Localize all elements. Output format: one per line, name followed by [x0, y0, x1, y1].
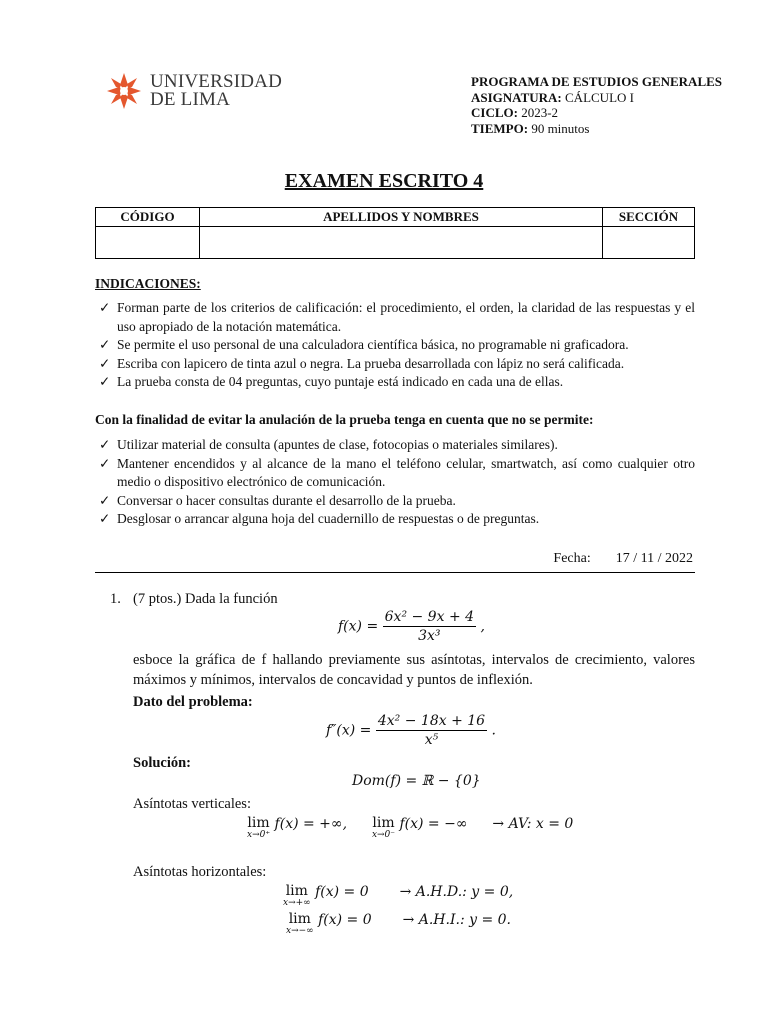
tiempo-value: 90 minutos [528, 120, 590, 136]
list-item: ✓ Se permite el uso personal de una calculadora científica básica, no programable ni graficadora. [97, 336, 695, 355]
lim-subscript: x→0⁺ [247, 830, 271, 840]
list-item: ✓ Forman parte de los criterios de calificación: el procedimiento, el orden, la claridad de las respuestas y el uso apropiado de la notación matemática. [99, 300, 695, 334]
limit-2 [372, 816, 395, 840]
limit-expr: f(x) = 0 [318, 912, 372, 928]
checkmark-icon: ✓ [99, 437, 111, 452]
list-item: ✓ Mantener encendidos y al alcance de la mano el teléfono celular, smartwatch, así como cualquier otro medio o dispositivo electrónico de comunicación. [99, 455, 695, 489]
asignatura-label: ASIGNATURA: [471, 89, 562, 105]
list-item: ✓ Desglosar o arrancar alguna hoja del cuadernillo de respuestas o de preguntas. [97, 510, 695, 529]
fpp-fraction [376, 713, 487, 748]
ahd-result: → A.H.D.: y = 0, [399, 884, 514, 900]
ah-heading: Asíntotas horizontales: [133, 864, 267, 880]
checkmark-icon: ✓ [99, 492, 111, 508]
seccion-header: SECCIÓN [603, 208, 695, 227]
lim-subscript: x→0⁻ [371, 830, 396, 840]
limit-expr: f(x) = 0 [315, 884, 369, 900]
lim-subscript: x→−∞ [286, 926, 314, 936]
limit-3 [283, 884, 311, 908]
f-denominator: 3x³ [418, 628, 441, 644]
ciclo-label: CICLO: [471, 105, 518, 120]
horizontal-asymptote-left [286, 912, 511, 936]
f-lhs: f(x) = [338, 618, 383, 635]
f-numerator: 6x² − 9x + 4 [384, 609, 475, 625]
prohibiciones-heading: Con la finalidad de evitar la anulación de la prueba tenga en cuenta que no se permite: [95, 412, 594, 427]
checkmark-icon: ✓ [99, 300, 111, 315]
horizontal-asymptote-right [283, 884, 513, 908]
limit-expr: f(x) = +∞, [274, 816, 348, 832]
seccion-field[interactable] [603, 227, 695, 259]
checkmark-icon: ✓ [99, 337, 111, 352]
fecha-label: Fecha: [553, 551, 591, 566]
av-heading: Asíntotas verticales: [133, 796, 251, 812]
list-item: ✓ Escriba con lapicero de tinta azul o negra. La prueba desarrollada con lápiz no será calificada. [97, 355, 695, 374]
question-intro-text: Dada la función [181, 591, 278, 607]
codigo-header: CÓDIGO [96, 208, 200, 227]
divider [95, 572, 695, 573]
university-logo [106, 72, 282, 110]
indicaciones-heading: INDICACIONES: [95, 276, 201, 291]
program-name: PROGRAMA DE ESTUDIOS GENERALES [471, 74, 723, 89]
list-item: ✓ Conversar o hacer consultas durante el desarrollo de la prueba. [97, 492, 695, 511]
fpp-lhs: f″(x) = [326, 722, 376, 739]
prohibiciones-list [97, 436, 695, 529]
fpp-trail: . [487, 722, 496, 739]
list-item: ✓ Utilizar material de consulta (apuntes de clase, fotocopias o materiales similares). [97, 436, 695, 455]
logo-line1: UNIVERSIDAD [150, 71, 283, 92]
logo-star-icon [106, 72, 142, 110]
fecha-value: 17 / 11 / 2022 [615, 551, 693, 566]
question-number: 1. [110, 591, 121, 607]
student-info-table [95, 207, 695, 259]
fpp-denominator: x⁵ [424, 732, 439, 748]
exam-title: EXAMEN ESCRITO 4 [284, 170, 484, 192]
nombres-header: APELLIDOS Y NOMBRES [200, 208, 603, 227]
checkmark-icon: ✓ [99, 355, 111, 371]
solucion-heading: Solución: [133, 755, 192, 771]
lim-word: lim [285, 883, 308, 899]
list-item: ✓ La prueba consta de 04 preguntas, cuyo puntaje está indicado en cada una de ellas. [97, 373, 695, 392]
fpp-numerator: 4x² − 18x + 16 [377, 713, 486, 729]
function-definition [338, 609, 485, 644]
dato-heading: Dato del problema: [133, 694, 253, 710]
ahi-result: → A.H.I.: y = 0. [402, 912, 512, 928]
tiempo-label: TIEMPO: [471, 120, 529, 136]
indicaciones-list [97, 299, 695, 392]
f-fraction [383, 609, 476, 644]
limit-expr: f(x) = −∞ [399, 816, 468, 832]
ciclo-value: 2023-2 [517, 105, 559, 120]
domain: Dom(f) = ℝ − {0} [352, 773, 481, 789]
checkmark-icon: ✓ [99, 374, 111, 389]
question-intro [133, 589, 278, 609]
lim-word: lim [288, 911, 311, 927]
av-result: → AV: x = 0 [492, 816, 574, 832]
logo-line2: DE LIMA [150, 89, 231, 110]
question-statement: esboce la gráfica de f hallando previamente sus asíntotas, intervalos de crecimiento, valores máximos y mínimos, intervalos de concavidad y puntos de inflexión. [133, 652, 695, 688]
nombres-field[interactable] [200, 227, 603, 259]
limit-1 [247, 816, 270, 840]
checkmark-icon: ✓ [99, 511, 111, 526]
lim-subscript: x→+∞ [283, 898, 311, 908]
second-derivative [326, 713, 496, 748]
question-points: (7 ptos.) [133, 591, 182, 607]
f-trail: , [476, 618, 485, 635]
checkmark-icon: ✓ [99, 455, 111, 471]
exam-date [553, 551, 693, 567]
codigo-field[interactable] [96, 227, 200, 259]
lim-word: lim [372, 815, 395, 831]
limit-4 [286, 912, 314, 936]
asignatura-value: CÁLCULO I [561, 89, 634, 105]
vertical-asymptotes [247, 816, 573, 840]
lim-word: lim [247, 815, 270, 831]
course-info [471, 74, 722, 136]
